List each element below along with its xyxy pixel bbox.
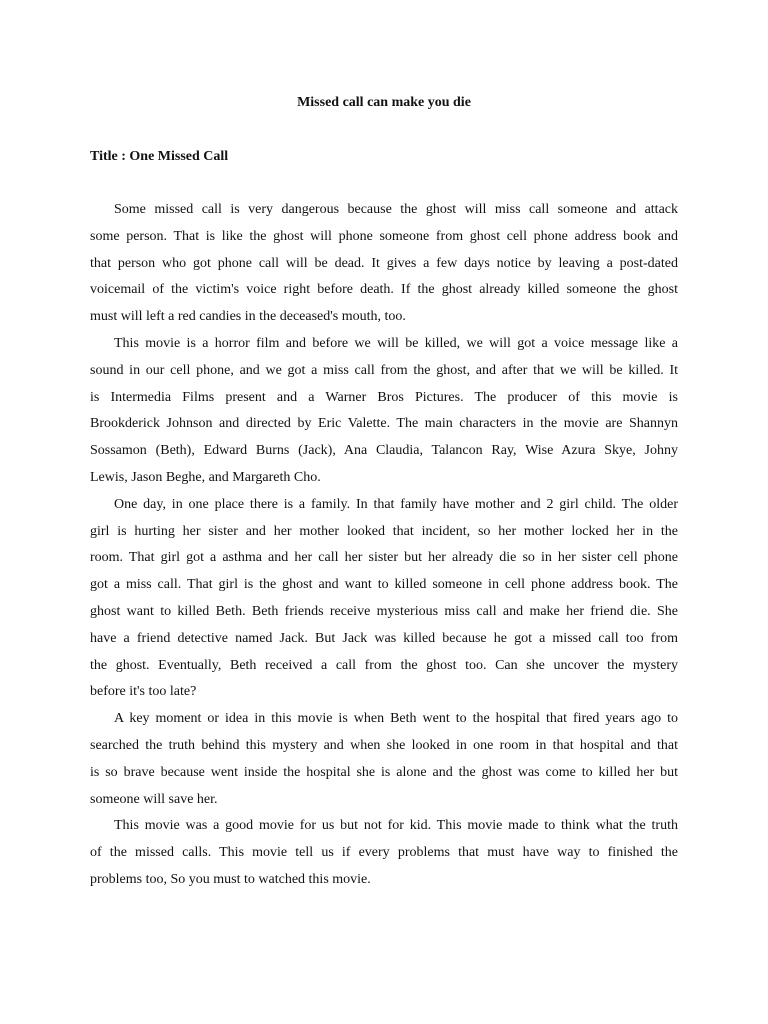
- paragraph-line: is Intermedia Films present and a Warner Bros Pictures. The producer of this movie is: [90, 389, 678, 405]
- paragraph-line: before it's too late?: [90, 684, 197, 700]
- paragraph-line: sound in our cell phone, and we got a miss call from the ghost, and after that we will be killed. It: [90, 362, 678, 378]
- paragraph-line: A key moment or idea in this movie is when Beth went to the hospital that fired years ago to: [114, 711, 678, 727]
- paragraph-line: ghost want to killed Beth. Beth friends receive mysterious miss call and make her friend die. She: [90, 603, 678, 619]
- paragraph-line: searched the truth behind this mystery and when she looked in one room in that hospital and that: [90, 737, 678, 753]
- paragraph-line: of the missed calls. This movie tell us if every problems that must have way to finished the: [90, 845, 678, 861]
- paragraph-line: voicemail of the victim's voice right before death. If the ghost already killed someone the ghost: [90, 282, 678, 298]
- paragraph: [90, 813, 678, 893]
- paragraph-line: One day, in one place there is a family. In that family have mother and 2 girl child. The older: [114, 496, 678, 512]
- paragraph: [90, 331, 678, 492]
- paragraph-line: room. That girl got a asthma and her call her sister but her already die so in her sister cell phone: [90, 550, 678, 566]
- paragraph-line: must will left a red candies in the deceased's mouth, too.: [90, 309, 406, 325]
- paragraph-line: is so brave because went inside the hospital she is alone and the ghost was come to killed her but: [90, 764, 678, 780]
- paragraph-line: the ghost. Eventually, Beth received a call from the ghost too. Can she uncover the mystery: [90, 657, 678, 673]
- paragraph-line: problems too, So you must to watched this movie.: [90, 871, 371, 887]
- paragraph: [90, 197, 678, 331]
- document-title: Missed call can make you die: [297, 95, 471, 110]
- paragraph-line: some person. That is like the ghost will phone someone from ghost cell phone address book and: [90, 228, 678, 244]
- paragraph-line: Some missed call is very dangerous because the ghost will miss call someone and attack: [114, 202, 678, 217]
- paragraph-line: have a friend detective named Jack. But Jack was killed because he got a missed call too from: [90, 630, 678, 646]
- paragraph-line: girl is hurting her sister and her mother looked that incident, so her mother locked her in the: [90, 523, 678, 539]
- document-subtitle: Title : One Missed Call: [90, 149, 229, 164]
- paragraph-line: someone will save her.: [90, 791, 218, 807]
- paragraph-line: got a miss call. That girl is the ghost and want to killed someone in cell phone address book. The: [90, 577, 678, 593]
- paragraph-line: This movie was a good movie for us but not for kid. This movie made to think what the truth: [114, 818, 678, 834]
- paragraph: [90, 492, 678, 706]
- paragraph-line: Brookderick Johnson and directed by Eric Valette. The main characters in the movie are Shannyn: [90, 416, 678, 432]
- paragraph-line: Lewis, Jason Beghe, and Margareth Cho.: [90, 469, 321, 485]
- paragraph: [90, 706, 678, 813]
- paragraph-line: Sossamon (Beth), Edward Burns (Jack), Ana Claudia, Talancon Ray, Wise Azura Skye, Johny: [90, 443, 678, 459]
- paragraph-line: that person who got phone call will be dead. It gives a few days notice by leaving a post-dated: [90, 255, 678, 271]
- document-body: [90, 197, 678, 894]
- paragraph-line: This movie is a horror film and before we will be killed, we will got a voice message like a: [114, 335, 678, 351]
